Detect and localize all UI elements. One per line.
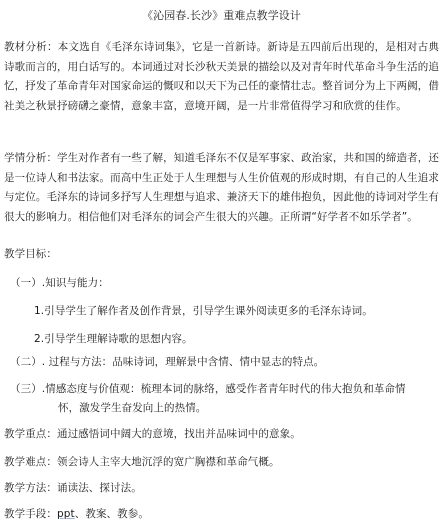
- textbook-analysis-paragraph: 教材分析：本文选自《毛泽东诗词集》，它是一首新诗。新诗是五四前后出现的，是相对古典诗歌而言的，用白话写的。本词通过对长沙秋天美景的描绘以及对青年时代革命斗争生活的追忆，抒发了革命青年对国家命运的慨叹和以天下为己任的豪情壮志。整首词分为上下两阙，借社美之秋景抒磅礴之豪情，意象丰富，意境开阔，是一片非常值得学习和欣赏的佳作。: [4, 41, 439, 112]
- goal-process-method: （二）. 过程与方法：品味诗词，理解景中含情、情中显志的特点。: [10, 356, 325, 368]
- teaching-means-prefix: 教学手段：: [4, 508, 57, 520]
- teaching-methods: 教学方法：诵读法、探讨法。: [4, 482, 142, 494]
- teaching-means: [4, 507, 149, 522]
- ppt-link[interactable]: ppt: [57, 508, 75, 520]
- goal-item-2: 2.引导学生理解诗歌的思想内容。: [34, 333, 193, 345]
- teaching-goals-heading: 教学目标：: [4, 248, 57, 260]
- teaching-key-points: 教学重点：通过感悟词中阔大的意境，找出并品味词中的意象。: [4, 428, 301, 440]
- student-analysis-paragraph: 学情分析：学生对作者有一些了解，知道毛泽东不仅是军事家、政治家，共和国的缔造者，还是一位诗人和书法家。而高中生正处于人生理想与人生价值观的形成时期，有自己的人生追求与定位。毛泽东的诗词多抒写人生理想与追求、兼济天下的雄伟抱负，因此他的诗词对学生有很大的影响力。相信他们对毛泽东的词会产生很大的兴趣。正所谓“好学者不如乐学者”。: [4, 152, 439, 223]
- goal-emotion-values-line2: 怀，激发学生奋发向上的热情。: [58, 402, 207, 414]
- teaching-means-suffix: 、教案、教参。: [74, 508, 149, 520]
- goal-knowledge-ability: （一）.知识与能力：: [10, 277, 109, 289]
- goal-emotion-values-line1: （三）.情感态度与价值观：梳理本词的脉络，感受作者青年时代的伟大抱负和革命情: [10, 383, 406, 395]
- document-title: 《沁园春.长沙》重难点教学设计: [142, 9, 301, 22]
- goal-item-1: 1.引导学生了解作者及创作背景，引导学生课外阅读更多的毛泽东诗词。: [34, 305, 373, 317]
- teaching-difficulties: 教学难点：领会诗人主宰大地沉浮的宽广胸襟和革命气概。: [4, 456, 280, 468]
